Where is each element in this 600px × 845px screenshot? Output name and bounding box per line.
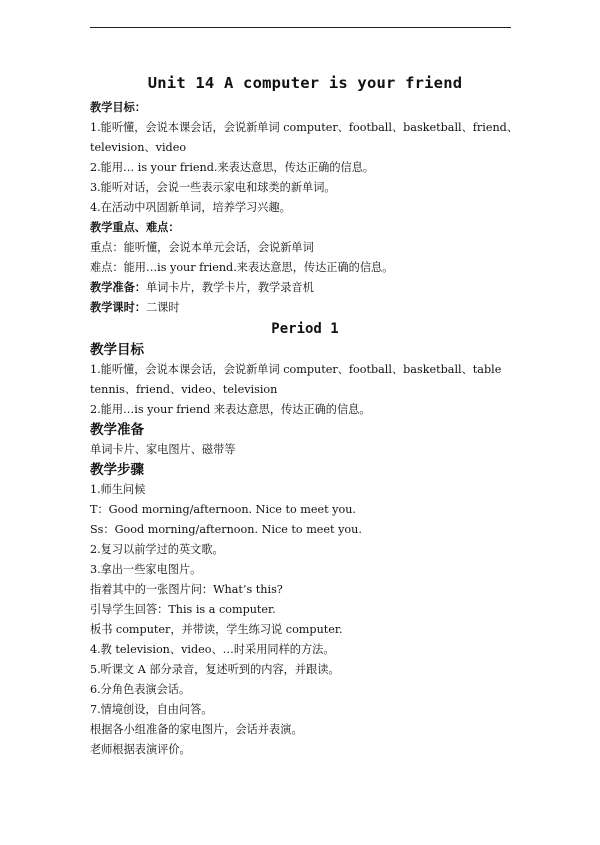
- step-line: Ss：Good morning/afternoon. Nice to meet you.: [90, 523, 362, 536]
- document-title: Unit 14 A computer is your friend: [147, 74, 463, 92]
- step-line: 根据各小组准备的家电图片，会话并表演。: [90, 723, 303, 736]
- periods-line: [90, 298, 520, 318]
- difficult-point-line: 难点：能用…is your friend.来表达意思，传达正确的信息。: [90, 261, 394, 274]
- step-line: 7.情境创设，自由问答。: [90, 703, 213, 716]
- period-preparation-heading: 教学准备: [90, 422, 144, 438]
- periods-value: 二课时: [145, 301, 180, 314]
- period-preparation-line: 单词卡片、家电图片、磁带等: [90, 443, 236, 456]
- objective-line: 2.能用… is your friend.来表达意思，传达正确的信息。: [90, 161, 375, 174]
- step-line: 4.教 television、video、…时采用同样的方法。: [90, 643, 335, 656]
- step-line: 3.拿出一些家电图片。: [90, 563, 202, 576]
- objective-line: 1.能听懂，会说本课会话，会说新单词 computer、football、basketball、friend、: [90, 121, 519, 134]
- step-line: 2.复习以前学过的英文歌。: [90, 543, 224, 556]
- step-line: 板书 computer，并带读，学生练习说 computer.: [90, 623, 343, 636]
- period-objectives-heading: 教学目标: [90, 342, 144, 358]
- period-objective-line: 1.能听懂，会说本课会话，会说新单词 computer、football、basketball、table: [90, 363, 502, 376]
- period-steps-heading: 教学步骤: [90, 462, 144, 478]
- header-rule: [90, 27, 511, 28]
- document-body: [90, 70, 520, 760]
- step-line: 6.分角色表演会话。: [90, 683, 191, 696]
- period-objective-line: tennis、friend、video、television: [90, 383, 278, 396]
- period-title: Period 1: [271, 321, 339, 337]
- step-line: 指着其中的一张图片问：What’s this?: [90, 583, 283, 596]
- objective-line: television、video: [90, 141, 187, 154]
- objectives-label: 教学目标：: [90, 101, 146, 114]
- objective-line: 3.能听对话，会说一些表示家电和球类的新单词。: [90, 181, 336, 194]
- periods-label: 教学课时：: [90, 301, 146, 314]
- key-points-label: 教学重点、难点：: [90, 221, 180, 234]
- step-line: 引导学生回答：This is a computer.: [90, 603, 276, 616]
- key-point-line: 重点：能听懂，会说本单元会话，会说新单词: [90, 241, 314, 254]
- step-line: 5.听课文 A 部分录音，复述听到的内容，并跟读。: [90, 663, 340, 676]
- step-line: T：Good morning/afternoon. Nice to meet you.: [90, 503, 356, 516]
- preparation-label: 教学准备：: [90, 281, 146, 294]
- preparation-line: [90, 278, 520, 298]
- step-line: 老师根据表演评价。: [90, 743, 191, 756]
- step-line: 1.师生问候: [90, 483, 146, 496]
- period-objective-line: 2.能用…is your friend 来表达意思，传达正确的信息。: [90, 403, 371, 416]
- objective-line: 4.在活动中巩固新单词，培养学习兴趣。: [90, 201, 291, 214]
- preparation-value: 单词卡片，教学卡片，教学录音机: [145, 281, 314, 294]
